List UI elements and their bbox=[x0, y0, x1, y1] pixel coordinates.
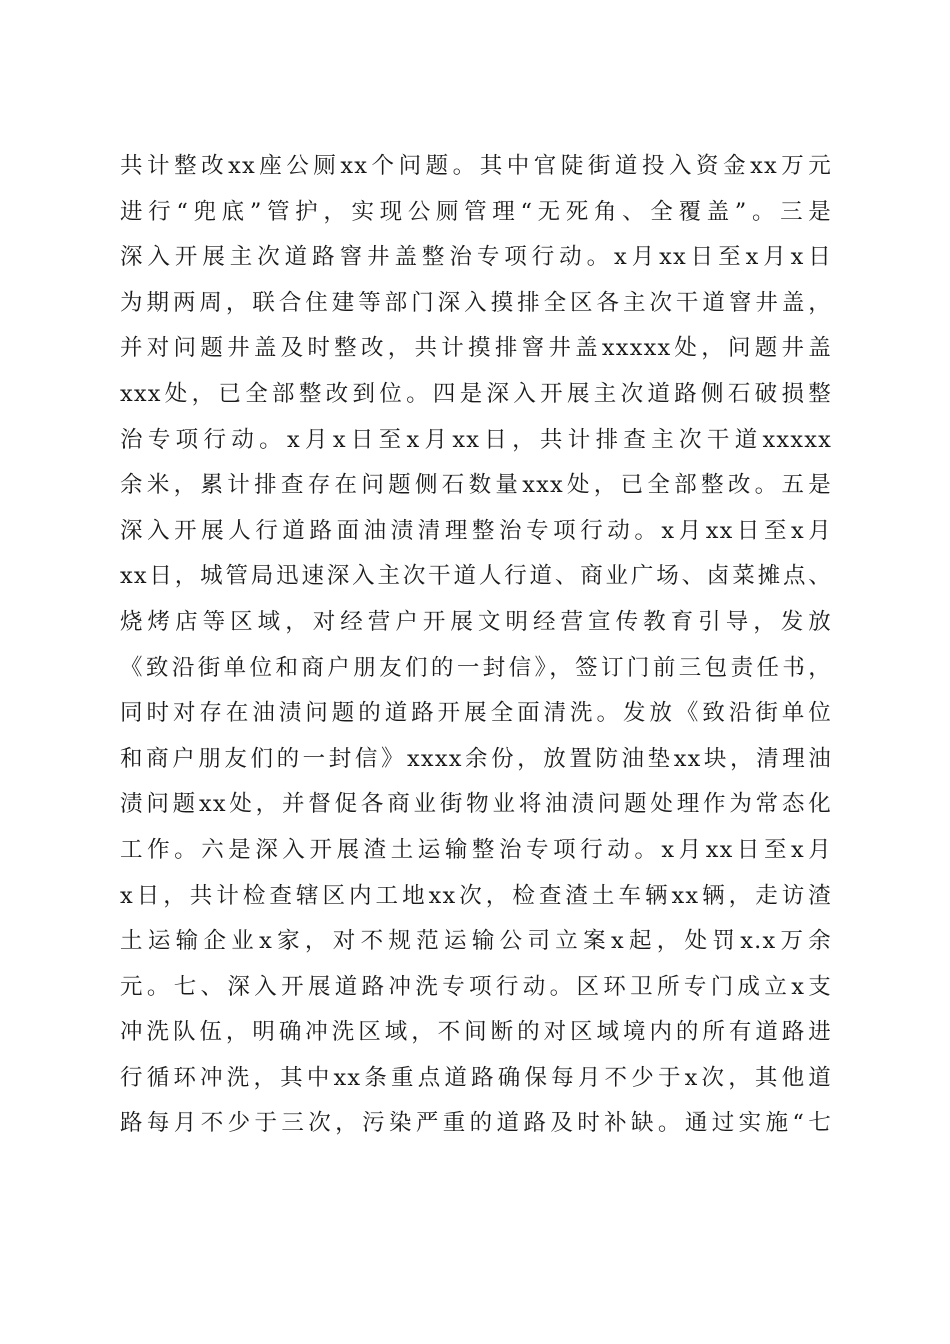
text-line: 行循环冲洗，其中xx条重点道路确保每月不少于x次，其他道 bbox=[120, 1064, 832, 1091]
text-line: 烧烤店等区域，对经营户开展文明经营宣传教育引导，发放 bbox=[120, 608, 832, 635]
text-line: 元。七、深入开展道路冲洗专项行动。区环卫所专门成立x支 bbox=[120, 973, 832, 1000]
text-line: 共计整改xx座公厕xx个问题。其中官陡街道投入资金xx万元 bbox=[120, 153, 832, 179]
text-line: 路每月不少于三次，污染严重的道路及时补缺。通过实施“七 bbox=[120, 1110, 832, 1137]
text-line: 冲洗队伍，明确冲洗区域，不间断的对区域境内的所有道路进 bbox=[120, 1019, 832, 1046]
text-line: 为期两周，联合住建等部门深入摸排全区各主次干道窨井盖， bbox=[120, 289, 832, 316]
text-line: xx日，城管局迅速深入主次干道人行道、商业广场、卤菜摊点、 bbox=[120, 563, 832, 590]
text-line: 深入开展主次道路窨井盖整治专项行动。x月xx日至x月x日 bbox=[120, 244, 832, 271]
text-line: 和商户朋友们的一封信》xxxx余份，放置防油垫xx块，清理油 bbox=[120, 745, 832, 772]
text-line: 进行“兜底”管护，实现公厕管理“无死角、全覆盖”。三是 bbox=[120, 198, 832, 225]
text-line: 渍问题xx处，并督促各商业街物业将油渍问题处理作为常态化 bbox=[120, 791, 832, 818]
text-line: 治专项行动。x月x日至x月xx日，共计排查主次干道xxxxx bbox=[120, 426, 832, 453]
text-line: 余米，累计排查存在问题侧石数量xxx处，已全部整改。五是 bbox=[120, 472, 832, 499]
text-line: 土运输企业x家，对不规范运输公司立案x起，处罚x.x万余 bbox=[120, 928, 832, 955]
text-line: 同时对存在油渍问题的道路开展全面清洗。发放《致沿街单位 bbox=[120, 700, 832, 727]
text-line: 《致沿街单位和商户朋友们的一封信》，签订门前三包责任书， bbox=[120, 654, 832, 681]
text-line: xxx处，已全部整改到位。四是深入开展主次道路侧石破损整 bbox=[120, 380, 832, 407]
body-paragraph bbox=[120, 144, 832, 1147]
text-line: 并对问题井盖及时整改，共计摸排窨井盖xxxxx处，问题井盖 bbox=[120, 335, 832, 362]
text-line: 深入开展人行道路面油渍清理整治专项行动。x月xx日至x月 bbox=[120, 517, 832, 544]
text-line: 工作。六是深入开展渣土运输整治专项行动。x月xx日至x月 bbox=[120, 836, 832, 863]
text-line: x日，共计检查辖区内工地xx次，检查渣土车辆xx辆，走访渣 bbox=[120, 882, 832, 909]
